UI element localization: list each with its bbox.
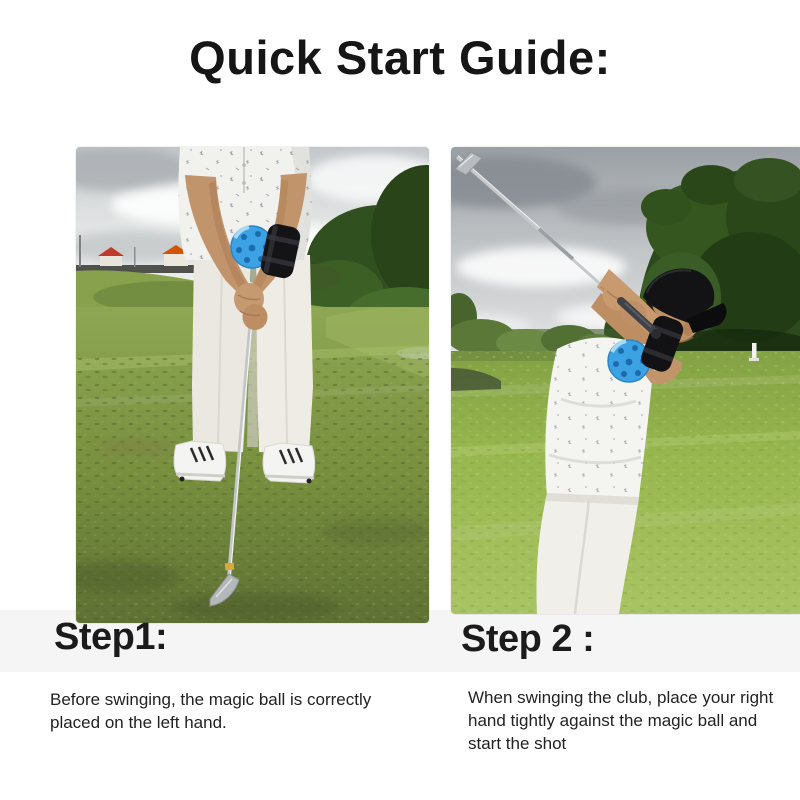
step1-label: Step1: bbox=[54, 616, 168, 658]
step1-caption-line: placed on the left hand. bbox=[50, 713, 227, 732]
step2-photo bbox=[451, 147, 800, 614]
step2-label: Step 2 : bbox=[461, 618, 595, 660]
step2-caption-line: When swinging the club, place your right bbox=[468, 688, 774, 707]
right-shoe bbox=[263, 443, 315, 484]
page-title: Quick Start Guide: bbox=[189, 31, 611, 84]
step2-caption bbox=[468, 686, 798, 755]
step1-photo-art bbox=[76, 147, 429, 623]
step2-photo-art bbox=[451, 147, 800, 614]
step1-photo bbox=[76, 147, 429, 623]
step1-caption-line: Before swinging, the magic ball is correctly bbox=[50, 690, 372, 709]
step2-caption-line: hand tightly against the magic ball and bbox=[468, 711, 758, 730]
left-shoe bbox=[174, 441, 226, 482]
step1-caption bbox=[50, 688, 410, 734]
step2-caption-line: start the shot bbox=[468, 734, 567, 753]
